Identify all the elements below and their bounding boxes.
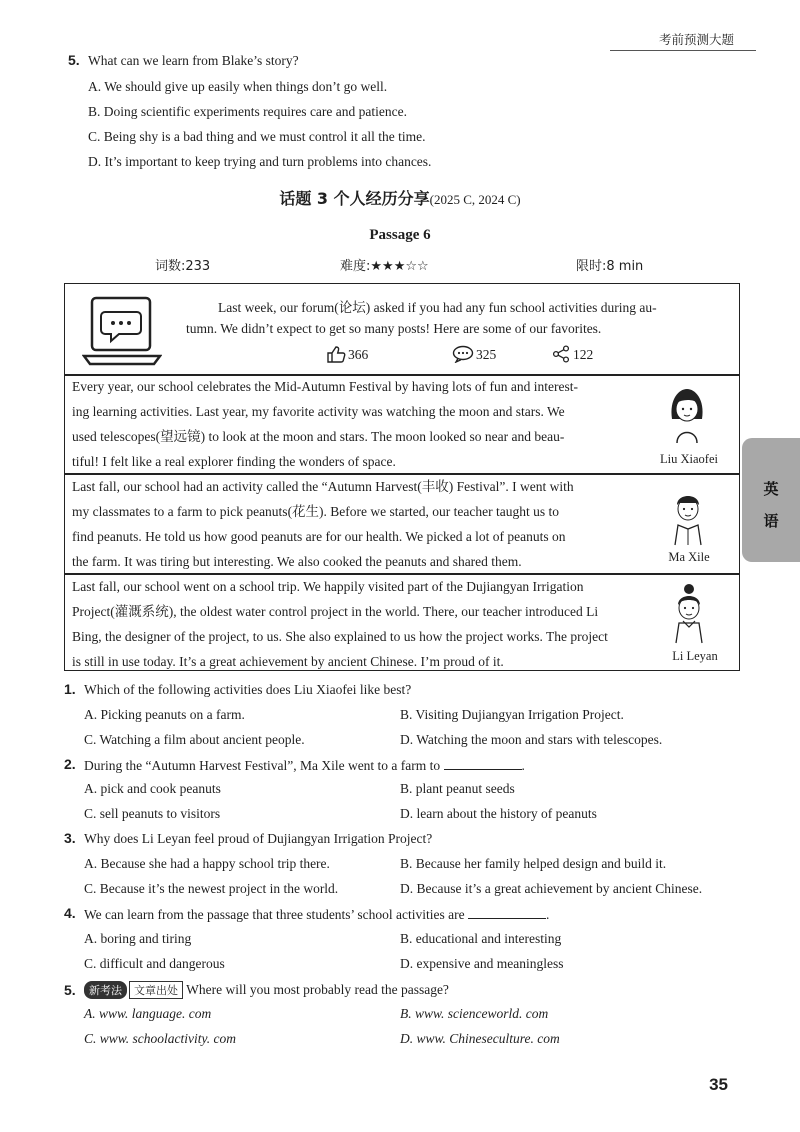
poster-name-li-leyan: Li Leyan <box>672 649 718 663</box>
difficulty-label: 难度: <box>340 259 371 274</box>
post-line: Last fall, our school had an activity called the “Autumn Harvest(丰收) Festival”. I went with <box>72 479 574 494</box>
prev-question-stem: What can we learn from Blake’s story? <box>88 53 299 68</box>
option-b[interactable]: B. educational and interesting <box>400 931 562 946</box>
option-d[interactable]: D. expensive and meaningless <box>400 956 564 971</box>
post-ma-xile <box>72 474 657 574</box>
girl-bun-avatar <box>670 583 708 645</box>
girl-avatar <box>667 385 707 445</box>
question-stem-text: Where will you most probably read the passage? <box>186 982 449 997</box>
header-title: 考前预测大题 <box>658 32 734 47</box>
post-line: find peanuts. He told us how good peanuts are for our health. We picked a lot of peanuts on <box>72 529 566 544</box>
post-line: Bing, the designer of the project, to us. She also explained to us how the project works. The project <box>72 629 608 644</box>
post-line: Every year, our school celebrates the Mid-Autumn Festival by having lots of fun and interest- <box>72 379 578 394</box>
question-stem-text: We can learn from the passage that three students’ school activities are <box>84 907 465 922</box>
difficulty-stars: ★★★☆☆ <box>370 259 429 274</box>
side-tab-text: 英 <box>763 480 779 498</box>
passage-title: Passage 6 <box>369 227 431 243</box>
answer-blank[interactable] <box>468 906 546 919</box>
post-line: Project(灌溉系统), the oldest water control project in the world. There, our teacher introduced Li <box>72 604 599 619</box>
post-li-leyan <box>72 574 657 674</box>
share-icon[interactable] <box>552 345 570 363</box>
option-c[interactable]: C. Watching a film about ancient people. <box>84 732 305 747</box>
question-number: 2. <box>64 756 76 772</box>
poster-name-ma-xile: Ma Xile <box>668 550 710 564</box>
option-d[interactable]: D. learn about the history of peanuts <box>400 806 597 821</box>
post-line: tiful! I felt like a real explorer finding the wonders of space. <box>72 454 396 469</box>
option-a[interactable]: A. boring and tiring <box>84 931 192 946</box>
difficulty <box>340 255 429 274</box>
topic-title-text: 话题 3 个人经历分享 <box>279 189 430 208</box>
question-number: 3. <box>64 830 76 846</box>
option-a[interactable]: A. www. language. com <box>84 1006 212 1021</box>
option-b[interactable]: B. www. scienceworld. com <box>400 1006 549 1021</box>
option-b[interactable]: B. Because her family helped design and build it. <box>400 856 667 871</box>
word-count: 词数:233 <box>155 259 211 274</box>
prev-option-b[interactable]: B. Doing scientific experiments requires care and patience. <box>88 104 407 119</box>
post-line: ing learning activities. Last year, my favorite activity was watching the moon and stars. We <box>72 404 565 419</box>
option-c[interactable]: C. Because it’s the newest project in the world. <box>84 881 339 896</box>
option-c[interactable]: C. difficult and dangerous <box>84 956 225 971</box>
question-stem: Which of the following activities does Liu Xiaofei like best? <box>84 682 412 697</box>
question-number: 1. <box>64 681 76 697</box>
post-line: Last fall, our school went on a school trip. We happily visited part of the Dujiangyan Irrigation <box>72 579 584 594</box>
laptop-chat-icon <box>82 294 162 368</box>
answer-blank[interactable] <box>444 757 522 770</box>
side-tab-text: 语 <box>763 512 779 530</box>
option-d[interactable]: D. Watching the moon and stars with telescopes. <box>400 732 663 747</box>
post-line: is still in use today. It’s a great achievement by ancient Chinese. I’m proud of it. <box>72 654 504 669</box>
source-badge: 文章出处 <box>129 981 183 999</box>
question-stem: Why does Li Leyan feel proud of Dujiangyan Irrigation Project? <box>84 831 433 846</box>
prev-option-a[interactable]: A. We should give up easily when things don’t go well. <box>88 79 388 94</box>
question-stem <box>84 906 549 923</box>
topic-years: (2025 C, 2024 C) <box>429 192 521 207</box>
new-exam-badge: 新考法 <box>84 981 127 999</box>
poster-name-liu-xiaofei: Liu Xiaofei <box>660 452 718 466</box>
time-limit: 限时:8 min <box>576 259 644 274</box>
header-divider <box>610 50 756 51</box>
option-d[interactable]: D. www. Chineseculture. com <box>400 1031 560 1046</box>
page-number: 35 <box>709 1075 728 1094</box>
subject-side-tab <box>742 438 800 562</box>
question-number: 5. <box>64 982 76 998</box>
prev-question-number: 5. <box>68 52 80 68</box>
question-stem <box>84 981 449 999</box>
question-stem-text: During the “Autumn Harvest Festival”, Ma Xile went to a farm to <box>84 758 441 773</box>
boy-avatar <box>670 487 706 547</box>
option-a[interactable]: A. pick and cook peanuts <box>84 781 221 796</box>
post-line: my classmates to a farm to pick peanuts(花生). Before we started, our teacher taught us to <box>72 504 559 519</box>
shares-count: 122 <box>573 347 594 362</box>
post-liu-xiaofei <box>72 374 657 474</box>
thumbs-up-icon[interactable] <box>326 345 346 363</box>
comment-icon[interactable] <box>452 345 474 363</box>
comments-count: 325 <box>476 347 497 362</box>
option-b[interactable]: B. plant peanut seeds <box>400 781 515 796</box>
prev-option-c[interactable]: C. Being shy is a bad thing and we must control it all the time. <box>88 129 426 144</box>
option-d[interactable]: D. Because it’s a great achievement by ancient Chinese. <box>400 881 703 896</box>
topic-title <box>0 186 800 209</box>
option-a[interactable]: A. Picking peanuts on a farm. <box>84 707 245 722</box>
question-stem-end: . <box>521 758 525 773</box>
option-c[interactable]: C. sell peanuts to visitors <box>84 806 221 821</box>
forum-intro-line2: tumn. We didn’t expect to get so many posts! Here are some of our favorites. <box>186 321 602 336</box>
likes-count: 366 <box>348 347 369 362</box>
post-line: the farm. It was tiring but interesting. We also cooked the peanuts and shared them. <box>72 554 522 569</box>
question-stem <box>84 757 525 774</box>
post-line: used telescopes(望远镜) to look at the moon and stars. The moon looked so near and beau- <box>72 429 565 444</box>
forum-intro-line1: Last week, our forum(论坛) asked if you had any fun school activities during au- <box>218 300 657 315</box>
option-c[interactable]: C. www. schoolactivity. com <box>84 1031 236 1046</box>
prev-option-d[interactable]: D. It’s important to keep trying and turn problems into chances. <box>88 154 432 169</box>
question-stem-end: . <box>546 907 550 922</box>
option-a[interactable]: A. Because she had a happy school trip there. <box>84 856 330 871</box>
option-b[interactable]: B. Visiting Dujiangyan Irrigation Project. <box>400 707 624 722</box>
question-number: 4. <box>64 905 76 921</box>
